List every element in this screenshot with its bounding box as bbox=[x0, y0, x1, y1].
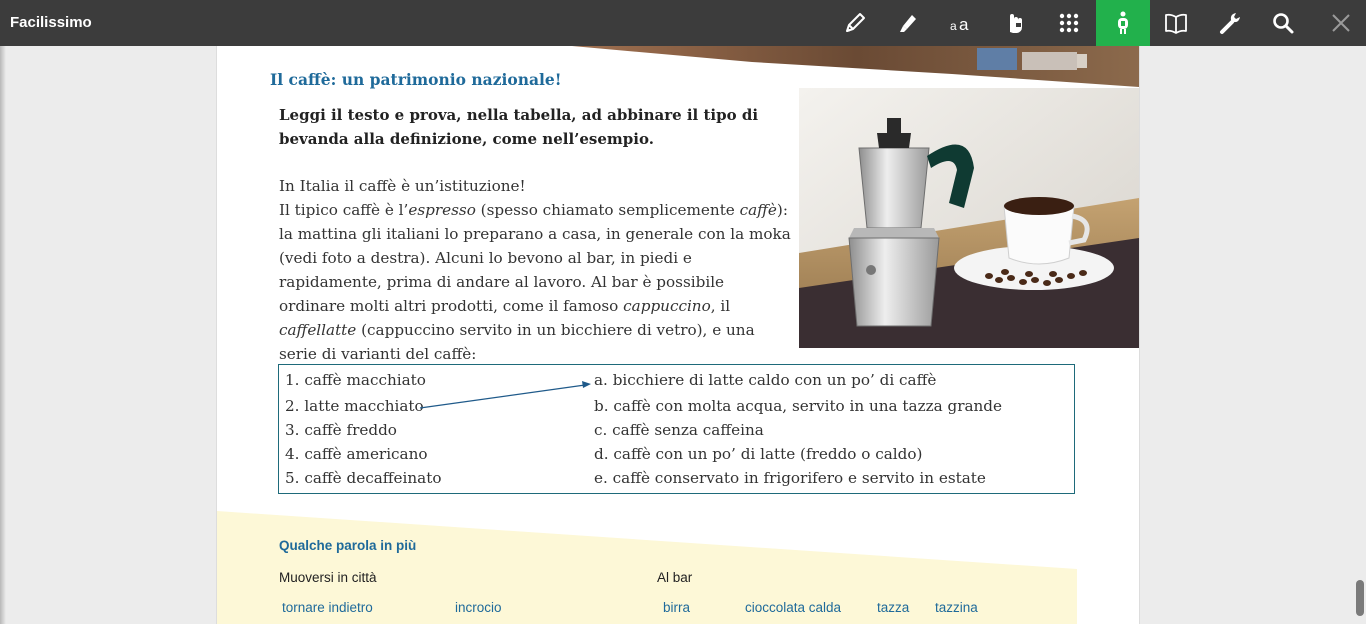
match-left-item[interactable]: 5. caffè decaffeinato bbox=[285, 469, 442, 487]
match-right-item[interactable]: c. caffè senza caffeina bbox=[594, 421, 764, 439]
match-right-item[interactable]: e. caffè conservato in frigorifero e servito in estate bbox=[594, 469, 986, 487]
close-button[interactable] bbox=[1316, 0, 1366, 46]
instruction-line: bevanda alla definizione, come nell’esempio. bbox=[279, 130, 654, 148]
app-title: Facilissimo bbox=[10, 14, 92, 31]
match-left-item[interactable]: 2. latte macchiato bbox=[285, 397, 424, 415]
scrollbar-thumb[interactable] bbox=[1356, 580, 1364, 616]
vocab-word: tornare indietro bbox=[282, 600, 373, 615]
top-photo-strip bbox=[572, 46, 1140, 89]
example-arrow bbox=[279, 365, 1076, 495]
match-right-item[interactable]: b. caffè con molta acqua, servito in una tazza grande bbox=[594, 397, 1003, 415]
vocab-word: incrocio bbox=[455, 600, 502, 615]
svg-text:a: a bbox=[950, 19, 957, 33]
vocab-category: Muoversi in città bbox=[279, 570, 377, 585]
close-icon bbox=[1328, 10, 1354, 36]
wrench-icon bbox=[1217, 10, 1243, 36]
wrench-button[interactable] bbox=[1203, 0, 1257, 46]
paragraph: In Italia il caffè è un’istituzione! bbox=[279, 177, 526, 195]
highlighter-button[interactable] bbox=[881, 0, 935, 46]
hand-icon bbox=[1002, 10, 1028, 36]
vocab-word: cioccolata calda bbox=[745, 600, 842, 615]
vocab-word: birra bbox=[663, 600, 691, 615]
grid-icon bbox=[1056, 10, 1082, 36]
match-right-item[interactable]: a. bicchiere di latte caldo con un po’ di caffè bbox=[594, 371, 937, 389]
pencil-button[interactable] bbox=[828, 0, 882, 46]
hand-button[interactable] bbox=[988, 0, 1042, 46]
text-size-button[interactable] bbox=[935, 0, 989, 46]
section-title: Il caffè: un patrimonio nazionale! bbox=[270, 70, 562, 89]
grid-button[interactable] bbox=[1042, 0, 1096, 46]
paragraph: Il tipico caffè è l’espresso (spesso chiamato semplicemente caffè): la mattina gli italiani lo preparano a casa, in generale con la moka (vedi foto a destra). Alcuni lo bevono al bar, in piedi e rapidamente, prima di andare al lavoro. Al bar è possibile ordinare molti altri prodotti, come il famoso cappuccino, il caffellatte (cappuccino servito in un bicchiere di vetro), e una serie di varianti del caffè: bbox=[279, 201, 791, 363]
accessibility-button[interactable] bbox=[1096, 0, 1150, 46]
instruction-line: Leggi il testo e prova, nella tabella, ad abbinare il tipo di bbox=[279, 106, 759, 124]
matching-table bbox=[278, 364, 1075, 494]
vocab-word: tazza bbox=[877, 600, 910, 615]
text-size-icon bbox=[949, 10, 975, 36]
pencil-icon bbox=[842, 10, 868, 36]
match-left-item[interactable]: 3. caffè freddo bbox=[285, 421, 397, 439]
side-shadow bbox=[0, 46, 6, 624]
match-right-item[interactable]: d. caffè con un po’ di latte (freddo o caldo) bbox=[594, 445, 923, 463]
match-left-item[interactable]: 1. caffè macchiato bbox=[285, 371, 426, 389]
book-button[interactable] bbox=[1149, 0, 1203, 46]
svg-text:a: a bbox=[959, 15, 969, 34]
book-icon bbox=[1163, 10, 1189, 36]
search-button[interactable] bbox=[1256, 0, 1310, 46]
vocab-title: Qualche parola in più bbox=[279, 538, 417, 553]
moka-photo bbox=[799, 88, 1139, 348]
accessibility-icon bbox=[1110, 10, 1136, 36]
search-icon bbox=[1270, 10, 1296, 36]
highlighter-icon bbox=[895, 10, 921, 36]
vocab-word: tazzina bbox=[935, 600, 978, 615]
top-toolbar bbox=[0, 0, 1366, 46]
body-text bbox=[279, 174, 794, 366]
match-left-item[interactable]: 4. caffè americano bbox=[285, 445, 428, 463]
vocab-category: Al bar bbox=[657, 570, 693, 585]
book-page bbox=[216, 46, 1140, 624]
exercise-instruction bbox=[279, 103, 779, 151]
